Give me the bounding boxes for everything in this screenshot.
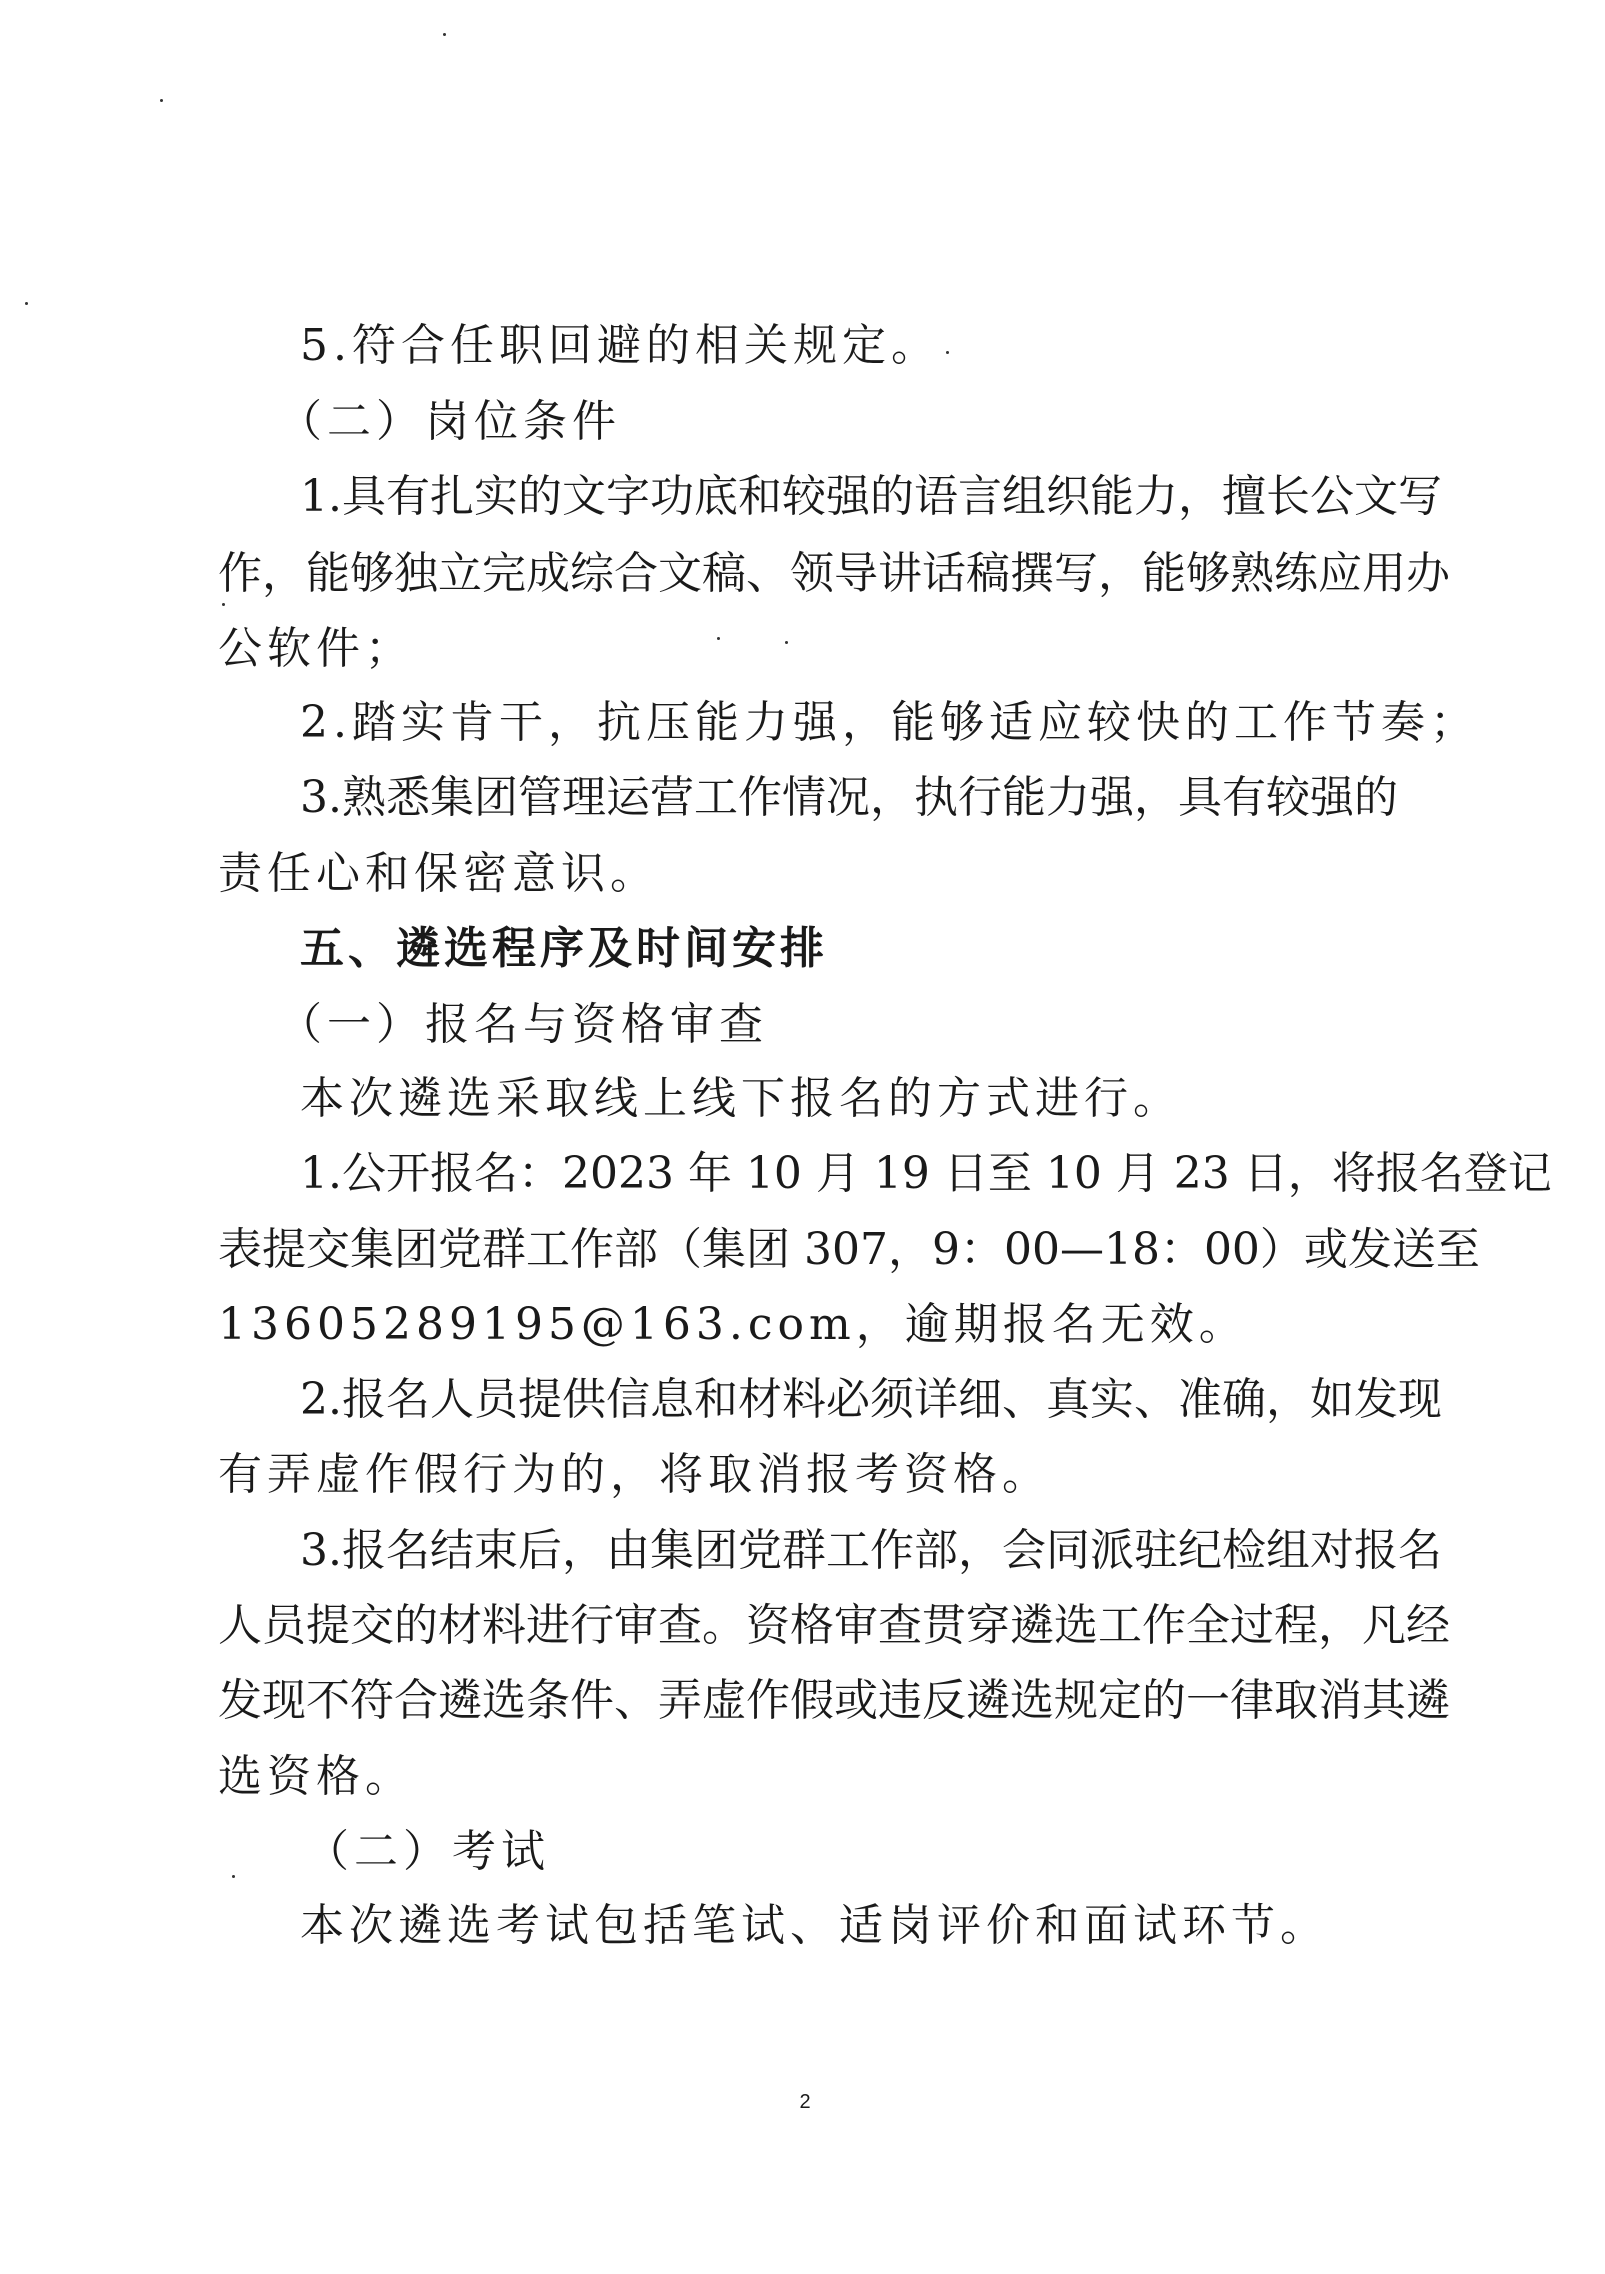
scan-speck bbox=[222, 603, 225, 606]
scan-speck bbox=[946, 351, 949, 354]
text-line: 1.具有扎实的文字功底和较强的语言组织能力，擅长公文写 bbox=[300, 471, 1442, 522]
text-line: 1.公开报名：2023 年 10 月 19 日至 10 月 23 日，将报名登记 bbox=[300, 1148, 1552, 1199]
page-number: 2 bbox=[799, 2091, 811, 2113]
scan-speck bbox=[785, 641, 788, 644]
text-line: 发现不符合遴选条件、弄虚作假或违反遴选规定的一律取消其遴 bbox=[218, 1675, 1450, 1726]
scan-speck bbox=[25, 302, 28, 305]
text-line: 13605289195@163.com，逾期报名无效。 bbox=[218, 1299, 1248, 1350]
scan-speck bbox=[717, 637, 720, 640]
text-line: 2.报名人员提供信息和材料必须详细、真实、准确，如发现 bbox=[300, 1374, 1442, 1425]
text-line: 本次遴选采取线上线下报名的方式进行。 bbox=[300, 1073, 1182, 1124]
text-line: 表提交集团党群工作部（集团 307，9：00—18：00）或发送至 bbox=[218, 1224, 1480, 1275]
text-line: 人员提交的材料进行审查。资格审查贯穿遴选工作全过程，凡经 bbox=[218, 1600, 1450, 1651]
section-heading: （二）考试 bbox=[305, 1826, 550, 1877]
text-line: 3.报名结束后，由集团党群工作部，会同派驻纪检组对报名 bbox=[300, 1525, 1442, 1576]
text-line: 公软件； bbox=[218, 623, 414, 674]
text-line: 责任心和保密意识。 bbox=[218, 848, 659, 899]
text-line: 有弄虚作假行为的，将取消报考资格。 bbox=[218, 1449, 1051, 1500]
scan-speck bbox=[443, 33, 446, 36]
text-line: 2.踏实肯干，抗压能力强，能够适应较快的工作节奏； bbox=[300, 697, 1479, 748]
section-heading: （二）岗位条件 bbox=[278, 396, 621, 447]
section-heading: 五、遴选程序及时间安排 bbox=[300, 923, 828, 974]
section-heading: （一）报名与资格审查 bbox=[278, 999, 768, 1050]
text-line: 选资格。 bbox=[218, 1751, 414, 1802]
text-line: 本次遴选考试包括笔试、适岗评价和面试环节。 bbox=[300, 1900, 1329, 1951]
text-line: 作，能够独立完成综合文稿、领导讲话稿撰写，能够熟练应用办 bbox=[218, 548, 1450, 599]
scan-speck bbox=[160, 99, 163, 102]
text-line: 3.熟悉集团管理运营工作情况，执行能力强，具有较强的 bbox=[300, 772, 1398, 823]
text-line: 5.符合任职回避的相关规定。 bbox=[300, 320, 940, 371]
scan-speck bbox=[232, 1875, 235, 1878]
